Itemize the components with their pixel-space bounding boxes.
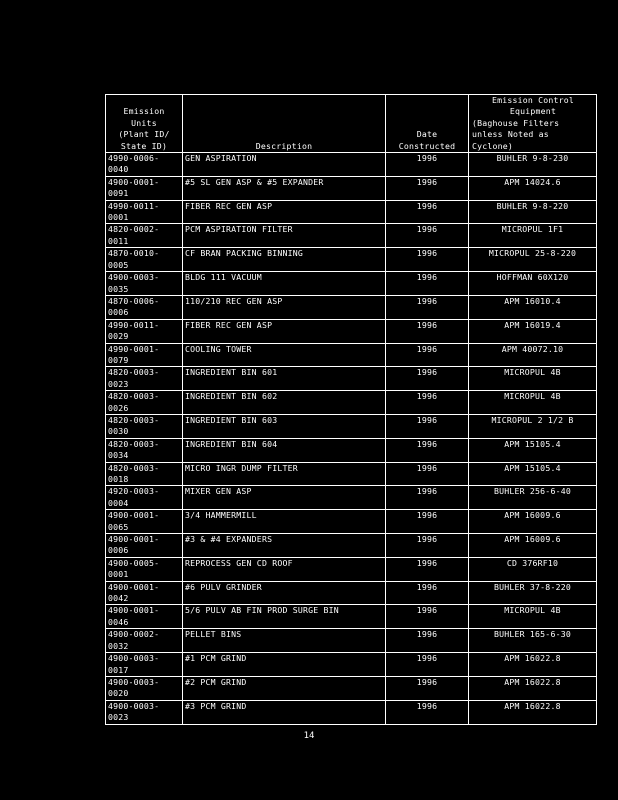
- table-row: [106, 367, 597, 391]
- unit-description: PELLET BINS: [183, 629, 386, 653]
- emission-unit-id: 4820-0003- 0023: [106, 367, 183, 391]
- control-equipment: APM 15105.4: [469, 462, 597, 486]
- emission-unit-id: 4900-0003- 0023: [106, 700, 183, 724]
- date-constructed: 1996: [386, 248, 469, 272]
- table-row: [106, 486, 597, 510]
- control-equipment: APM 16022.8: [469, 700, 597, 724]
- emission-unit-id: 4870-0010- 0005: [106, 248, 183, 272]
- date-constructed: 1996: [386, 605, 469, 629]
- control-equipment: BUHLER 256-6-40: [469, 486, 597, 510]
- control-equipment: APM 16009.6: [469, 510, 597, 534]
- control-equipment: APM 16009.6: [469, 534, 597, 558]
- date-constructed: 1996: [386, 700, 469, 724]
- control-equipment: MICROPUL 4B: [469, 367, 597, 391]
- emission-unit-id: 4900-0001- 0006: [106, 534, 183, 558]
- control-equipment: CD 376RF10: [469, 557, 597, 581]
- table-row: [106, 176, 597, 200]
- emission-unit-id: 4990-0001- 0079: [106, 343, 183, 367]
- unit-description: 5/6 PULV AB FIN PROD SURGE BIN: [183, 605, 386, 629]
- emission-unit-id: 4900-0001- 0065: [106, 510, 183, 534]
- date-constructed: 1996: [386, 486, 469, 510]
- unit-description: FIBER REC GEN ASP: [183, 200, 386, 224]
- emission-unit-id: 4900-0003- 0020: [106, 676, 183, 700]
- date-constructed: 1996: [386, 343, 469, 367]
- emission-unit-id: 4820-0003- 0026: [106, 391, 183, 415]
- control-equipment: APM 16022.8: [469, 676, 597, 700]
- date-constructed: 1996: [386, 676, 469, 700]
- table-body: [106, 153, 597, 725]
- unit-description: 110/210 REC GEN ASP: [183, 295, 386, 319]
- control-equipment: BUHLER 37-8-220: [469, 581, 597, 605]
- emission-unit-id: 4900-0002- 0032: [106, 629, 183, 653]
- emission-units-table: [105, 94, 597, 725]
- control-equipment: APM 16010.4: [469, 295, 597, 319]
- date-constructed: 1996: [386, 319, 469, 343]
- unit-description: INGREDIENT BIN 603: [183, 414, 386, 438]
- control-equipment: APM 14024.6: [469, 176, 597, 200]
- unit-description: COOLING TOWER: [183, 343, 386, 367]
- unit-description: MIXER GEN ASP: [183, 486, 386, 510]
- date-constructed: 1996: [386, 272, 469, 296]
- control-equipment: APM 40072.10: [469, 343, 597, 367]
- control-equipment: APM 16022.8: [469, 653, 597, 677]
- date-constructed: 1996: [386, 200, 469, 224]
- unit-description: INGREDIENT BIN 604: [183, 438, 386, 462]
- emission-unit-id: 4900-0001- 0091: [106, 176, 183, 200]
- table-row: [106, 248, 597, 272]
- control-equipment: MICROPUL 4B: [469, 605, 597, 629]
- header-emission-units: Emission Units (Plant ID/ State ID): [106, 95, 183, 153]
- table-row: [106, 319, 597, 343]
- date-constructed: 1996: [386, 153, 469, 177]
- unit-description: FIBER REC GEN ASP: [183, 319, 386, 343]
- date-constructed: 1996: [386, 653, 469, 677]
- table-row: [106, 510, 597, 534]
- date-constructed: 1996: [386, 414, 469, 438]
- emission-unit-id: 4920-0003- 0004: [106, 486, 183, 510]
- emission-unit-id: 4990-0006- 0040: [106, 153, 183, 177]
- table-row: [106, 462, 597, 486]
- table-row: [106, 343, 597, 367]
- date-constructed: 1996: [386, 462, 469, 486]
- table-row: [106, 414, 597, 438]
- unit-description: 3/4 HAMMERMILL: [183, 510, 386, 534]
- table-row: [106, 153, 597, 177]
- emission-unit-id: 4820-0003- 0034: [106, 438, 183, 462]
- emission-unit-id: 4820-0002- 0011: [106, 224, 183, 248]
- date-constructed: 1996: [386, 510, 469, 534]
- control-equipment: APM 16019.4: [469, 319, 597, 343]
- emission-unit-id: 4900-0003- 0017: [106, 653, 183, 677]
- date-constructed: 1996: [386, 557, 469, 581]
- unit-description: PCM ASPIRATION FILTER: [183, 224, 386, 248]
- control-equipment: MICROPUL 2 1/2 B: [469, 414, 597, 438]
- unit-description: #3 PCM GRIND: [183, 700, 386, 724]
- emission-unit-id: 4820-0003- 0018: [106, 462, 183, 486]
- unit-description: MICRO INGR DUMP FILTER: [183, 462, 386, 486]
- date-constructed: 1996: [386, 438, 469, 462]
- table-row: [106, 557, 597, 581]
- header-description: Description: [183, 95, 386, 153]
- table-row: [106, 605, 597, 629]
- table-row: [106, 295, 597, 319]
- table-row: [106, 534, 597, 558]
- control-equipment: MICROPUL 4B: [469, 391, 597, 415]
- emission-unit-id: 4820-0003- 0030: [106, 414, 183, 438]
- date-constructed: 1996: [386, 176, 469, 200]
- unit-description: REPROCESS GEN CD ROOF: [183, 557, 386, 581]
- emission-unit-id: 4900-0001- 0046: [106, 605, 183, 629]
- date-constructed: 1996: [386, 581, 469, 605]
- header-date-constructed: Date Constructed: [386, 95, 469, 153]
- table-row: [106, 581, 597, 605]
- unit-description: CF BRAN PACKING BINNING: [183, 248, 386, 272]
- table-header-row: [106, 95, 597, 153]
- table-row: [106, 629, 597, 653]
- control-equipment: MICROPUL 1F1: [469, 224, 597, 248]
- unit-description: BLDG 111 VACUUM: [183, 272, 386, 296]
- table-row: [106, 700, 597, 724]
- emission-unit-id: 4900-0003- 0035: [106, 272, 183, 296]
- unit-description: INGREDIENT BIN 601: [183, 367, 386, 391]
- table-row: [106, 676, 597, 700]
- unit-description: #3 & #4 EXPANDERS: [183, 534, 386, 558]
- page-number: 14: [303, 731, 315, 741]
- emission-unit-id: 4990-0011- 0029: [106, 319, 183, 343]
- table-row: [106, 653, 597, 677]
- unit-description: #6 PULV GRINDER: [183, 581, 386, 605]
- header-emission-control: Emission Control Equipment (Baghouse Filters unless Noted as Cyclone): [469, 95, 597, 153]
- date-constructed: 1996: [386, 367, 469, 391]
- control-equipment: APM 15105.4: [469, 438, 597, 462]
- control-equipment: MICROPUL 25-8-220: [469, 248, 597, 272]
- table-row: [106, 438, 597, 462]
- date-constructed: 1996: [386, 295, 469, 319]
- emission-unit-id: 4990-0011- 0001: [106, 200, 183, 224]
- table-row: [106, 224, 597, 248]
- control-equipment: BUHLER 9-8-220: [469, 200, 597, 224]
- unit-description: #1 PCM GRIND: [183, 653, 386, 677]
- unit-description: INGREDIENT BIN 602: [183, 391, 386, 415]
- unit-description: #2 PCM GRIND: [183, 676, 386, 700]
- table-row: [106, 272, 597, 296]
- table-row: [106, 391, 597, 415]
- unit-description: GEN ASPIRATION: [183, 153, 386, 177]
- control-equipment: BUHLER 9-8-230: [469, 153, 597, 177]
- control-equipment: HOFFMAN 60X120: [469, 272, 597, 296]
- emission-unit-id: 4870-0006- 0006: [106, 295, 183, 319]
- emission-unit-id: 4900-0001- 0042: [106, 581, 183, 605]
- date-constructed: 1996: [386, 629, 469, 653]
- date-constructed: 1996: [386, 224, 469, 248]
- date-constructed: 1996: [386, 534, 469, 558]
- emission-unit-id: 4900-0005- 0001: [106, 557, 183, 581]
- control-equipment: BUHLER 165-6-30: [469, 629, 597, 653]
- unit-description: #5 SL GEN ASP & #5 EXPANDER: [183, 176, 386, 200]
- date-constructed: 1996: [386, 391, 469, 415]
- table-row: [106, 200, 597, 224]
